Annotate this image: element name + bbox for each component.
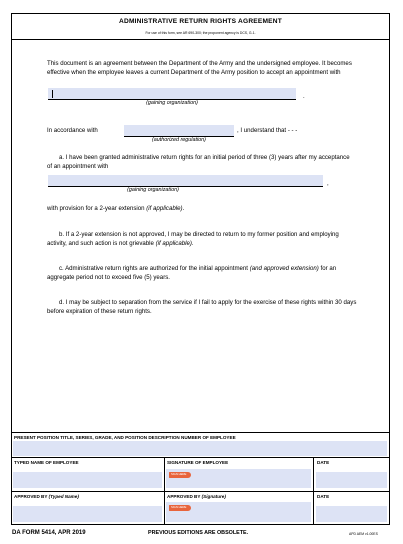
item-a-extension-note: (if applicable) — [146, 205, 183, 212]
gaining-organization-caption-2: (gaining organization) — [127, 187, 179, 193]
item-b-end: . — [191, 239, 194, 247]
row2-col1-divider — [164, 491, 165, 525]
employee-name-label: TYPED NAME OF EMPLOYEE — [14, 460, 79, 465]
apd-version: APD AEM v1.00ES — [349, 532, 378, 536]
approved-date-field[interactable] — [316, 506, 387, 522]
employee-date-label: DATE — [317, 460, 330, 465]
header-divider — [11, 39, 390, 40]
authorized-regulation-field[interactable] — [124, 125, 234, 137]
employee-signature-field[interactable] — [166, 469, 311, 488]
gaining-organization-field-1[interactable] — [48, 88, 296, 100]
employee-sign-here-button[interactable]: SIGN HERE — [169, 472, 191, 478]
gaining-organization-caption-1: (gaining organization) — [146, 100, 198, 106]
approved-by-name-label — [14, 494, 79, 499]
approved-by-name-label-text: APPROVED BY — [14, 494, 48, 499]
accordance-prefix: In accordance with — [47, 127, 98, 134]
item-b-text: b. If a 2-year extension is not approved, I may be directed to return to my former position and employing activity, and such action is not grievable — [47, 231, 339, 247]
item-c-text-start: c. Administrative return rights are authorized for the initial appointment — [59, 265, 249, 272]
approved-by-signature-label — [167, 494, 226, 499]
form-number: DA FORM 5414, APR 2019 — [12, 530, 86, 536]
item-c-note: (and approved extension) — [249, 265, 319, 272]
accordance-suffix: , I understand that - - - — [237, 127, 298, 134]
row2-col2-divider — [313, 491, 314, 525]
approved-by-signature-note: (Signature) — [201, 494, 226, 499]
item-c-text-end: for an aggregate period not to exceed five (5) years. — [47, 265, 337, 281]
employee-date-field[interactable] — [316, 472, 387, 488]
row2-divider — [11, 491, 390, 492]
item-a-comma: , — [327, 180, 329, 187]
approver-sign-here-button[interactable]: SIGN HERE — [169, 505, 191, 511]
approved-date-label: DATE — [317, 494, 330, 499]
item-d-text: d. I may be subject to separation from the service if I fail to apply for the exercise of these rights within 30 days before expiration of these return rights. — [47, 299, 357, 315]
employee-name-field[interactable] — [13, 472, 162, 488]
approved-by-name-note: (Typed Name) — [48, 494, 79, 499]
position-label: PRESENT POSITION TITLE, SERIES, GRADE, AND POSITION DESCRIPTION NUMBER OF EMPLOYEE — [14, 435, 236, 440]
form-subtitle: For use of this form, see AR 690-300; the proponent agency is DCS, G-1. — [145, 31, 256, 35]
item-b-note: (if applicable) — [155, 239, 192, 247]
item-b-paragraph — [47, 231, 357, 248]
item-a-extension-text: with provision for a 2-year extension — [47, 205, 145, 212]
row1-col1-divider — [164, 457, 165, 491]
item-a-extension-end: . — [182, 205, 185, 212]
employee-signature-label: SIGNATURE OF EMPLOYEE — [167, 460, 229, 465]
authorized-regulation-caption: (authorized regulation) — [152, 137, 206, 143]
intro-period: . — [303, 93, 305, 100]
row1-col2-divider — [313, 457, 314, 491]
approved-by-signature-field[interactable] — [166, 502, 311, 522]
form-title: ADMINISTRATIVE RETURN RIGHTS AGREEMENT — [119, 18, 282, 25]
row1-divider — [11, 457, 390, 458]
editions-notice: PREVIOUS EDITIONS ARE OBSOLETE. — [148, 530, 249, 536]
item-a-extension — [47, 205, 353, 214]
text-cursor — [52, 90, 53, 98]
intro-paragraph: This document is an agreement between the Department of the Army and the undersigned employee. It becomes effective when the employee leaves a current Department of the Army position to accept an appointment with — [47, 60, 352, 76]
approved-by-signature-label-text: APPROVED BY — [167, 494, 201, 499]
item-a-text: a. I have been granted administrative return rights for an initial period of three (3) years after my acceptance of an appointment with — [47, 154, 350, 170]
item-c-paragraph — [47, 265, 357, 282]
gaining-organization-field-2[interactable] — [48, 175, 323, 187]
position-field[interactable] — [13, 441, 387, 456]
approved-by-name-field[interactable] — [13, 506, 162, 522]
table-top-divider — [11, 432, 390, 433]
